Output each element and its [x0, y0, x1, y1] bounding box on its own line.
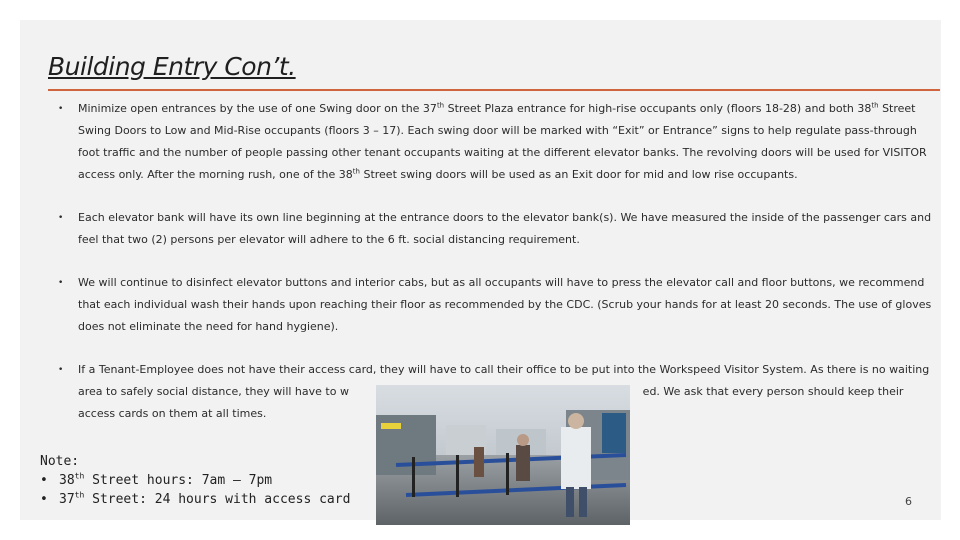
note-item — [40, 471, 350, 490]
bullet-dot-icon: • — [58, 104, 64, 114]
bullet-text: Street Swing Doors to Low and Mid-Rise occupants (floors 3 – 17). Each swing door will be marked with “Exit” or Entrance” signs to help regulate pass-through foot traffic and the number of people passing other tenant occupants waiting at the different elevator banks. The revolving doors will be used for VISITOR access only. After the morning rush, one of the 38 — [78, 102, 931, 181]
bullet-dot-icon: • — [58, 278, 64, 288]
slide-title: Building Entry Con’t. — [48, 52, 296, 81]
bullet-text: If a Tenant-Employee does not have their access card, they will have to call their office to be put into the Workspeed Visitor System. As there is no waiting area to safely social distance, they will have to w — [78, 363, 933, 398]
bullet-text: Street Plaza entrance for high-rise occupants only (floors 18-28) and both 38 — [444, 102, 872, 115]
lobby-photo — [376, 385, 630, 525]
bullet-item — [56, 98, 932, 186]
page-number: 6 — [905, 495, 912, 508]
bullet-text: Minimize open entrances by the use of one Swing door on the 37 — [78, 102, 437, 115]
bullet-text: We will continue to disinfect elevator buttons and interior cabs, but as all occupants will have to press the elevator call and floor buttons, we recommend that each individual wash their hands upon reaching their floor as recommended by the CDC. (Scrub your hands for at least 20 seconds. The use of gloves does not eliminate the need for hand hygiene). — [78, 276, 935, 333]
bullet-item — [56, 207, 935, 251]
note-item — [40, 490, 350, 509]
bullet-dot-icon: • — [40, 473, 48, 488]
ordinal-superscript: th — [74, 490, 85, 500]
note-box — [40, 452, 350, 509]
ordinal-superscript: th — [352, 167, 360, 176]
note-list — [40, 471, 350, 509]
title-underline-rule — [48, 89, 940, 91]
note-heading: Note: — [40, 454, 80, 469]
note-item-number: 37 — [59, 492, 75, 507]
bullet-text: Each elevator bank will have its own line beginning at the entrance doors to the elevator bank(s). We have measured the inside of the passenger cars and feel that two (2) persons per elevator will adhere to the 6 ft. social distancing requirement. — [78, 211, 935, 246]
bullet-dot-icon: • — [40, 492, 48, 507]
note-item-number: 38 — [59, 473, 75, 488]
bullet-dot-icon: • — [58, 213, 64, 223]
ordinal-superscript: th — [871, 101, 879, 110]
note-item-text: Street hours: 7am – 7pm — [84, 473, 273, 488]
bullet-text: ed. We ask that every person should keep their access cards on them at all times. — [78, 385, 907, 420]
bullet-text: Street swing doors will be used as an Exit door for mid and low rise occupants. — [359, 168, 798, 181]
note-item-text: Street: 24 hours with access card — [84, 492, 351, 507]
bullet-item — [56, 272, 935, 338]
bullet-dot-icon: • — [58, 365, 64, 375]
ordinal-superscript: th — [436, 101, 445, 110]
lobby-photo-image — [376, 385, 630, 525]
ordinal-superscript: th — [74, 471, 85, 481]
